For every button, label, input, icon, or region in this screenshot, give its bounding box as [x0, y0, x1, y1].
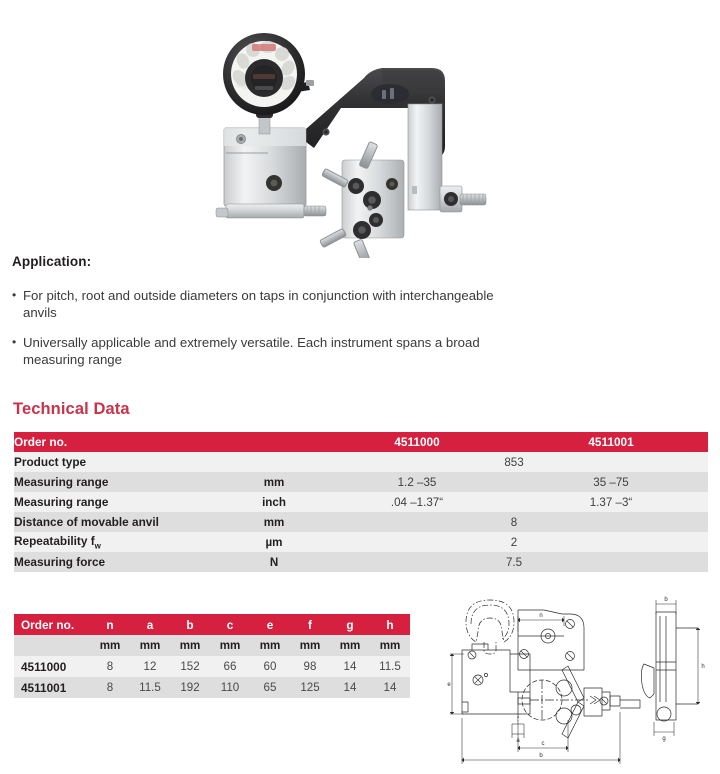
row-value-merged: 8	[320, 512, 708, 532]
drawing-label-b2: b	[664, 597, 668, 603]
row-value-merged: 853	[320, 452, 708, 472]
table-row	[14, 452, 708, 472]
drawing-dial-phantom	[466, 600, 514, 654]
row-label: Measuring range	[14, 492, 228, 512]
row-unit: inch	[228, 492, 320, 512]
dim-unit: mm	[250, 635, 290, 656]
table-row	[14, 656, 410, 677]
dim-unit: mm	[130, 635, 170, 656]
dim-value-a: 11.5	[130, 677, 170, 698]
dim-order-no: 4511000	[14, 656, 90, 677]
dim-header-row	[14, 614, 410, 635]
row-label	[14, 532, 228, 552]
row-value-col2: 1.37 –3“	[514, 492, 708, 512]
drawing-label-e: e	[447, 682, 451, 688]
technical-data-table	[14, 432, 708, 572]
application-heading: Application:	[12, 254, 92, 269]
dim-header-f: f	[290, 614, 330, 635]
application-bullet-text: Universally applicable and extremely versatile. Each instrument spans a broad measuring range	[23, 335, 480, 367]
row-unit: N	[228, 552, 320, 572]
dim-value-g: 14	[330, 677, 370, 698]
technical-data-heading: Technical Data	[13, 400, 130, 418]
header-unit	[228, 432, 320, 452]
dim-value-f: 125	[290, 677, 330, 698]
drawing-label-f: f	[517, 717, 519, 723]
row-value-col2: 35 –75	[514, 472, 708, 492]
dim-value-h: 11.5	[370, 656, 410, 677]
row-label: Measuring range	[14, 472, 228, 492]
dim-header-order-no: Order no.	[14, 614, 90, 635]
dim-header-b: b	[170, 614, 210, 635]
header-order-4511000: 4511000	[320, 432, 514, 452]
application-bullet-text: For pitch, root and outside diameters on taps in conjunction with interchangeable anvils	[23, 288, 494, 320]
drawing-label-n: n	[539, 613, 543, 619]
dim-value-e: 60	[250, 656, 290, 677]
dim-unit: mm	[330, 635, 370, 656]
row-unit: mm	[228, 512, 320, 532]
dim-header-c: c	[210, 614, 250, 635]
dimensions-table	[14, 614, 410, 698]
bullet-icon: •	[12, 288, 17, 302]
application-section	[12, 254, 512, 381]
dim-unit: mm	[370, 635, 410, 656]
drawing-label-g: g	[662, 736, 666, 742]
dim-order-no: 4511001	[14, 677, 90, 698]
row-unit: µm	[228, 532, 320, 552]
drawing-label-a: a	[516, 738, 520, 744]
dim-value-f: 98	[290, 656, 330, 677]
row-label: Product type	[14, 452, 228, 472]
drawing-label-b: b	[539, 753, 543, 759]
table-header-row	[14, 432, 708, 452]
dim-value-g: 14	[330, 656, 370, 677]
row-label: Distance of movable anvil	[14, 512, 228, 532]
dim-value-c: 110	[210, 677, 250, 698]
drawing-arm-plate	[518, 610, 584, 670]
row-label: Measuring force	[14, 552, 228, 572]
product-photo	[196, 8, 526, 258]
application-bullet	[12, 287, 512, 321]
dim-header-g: g	[330, 614, 370, 635]
dim-value-b: 192	[170, 677, 210, 698]
dim-unit: mm	[290, 635, 330, 656]
table-row	[14, 532, 708, 552]
header-order-no: Order no.	[14, 432, 228, 452]
bullet-icon: •	[12, 335, 17, 349]
dim-unit: mm	[90, 635, 130, 656]
row-unit: mm	[228, 472, 320, 492]
row-label-text: Repeatability f	[14, 533, 95, 548]
dim-unit	[14, 635, 90, 656]
dim-unit: mm	[170, 635, 210, 656]
row-label-subscript: w	[94, 541, 101, 551]
table-row	[14, 492, 708, 512]
technical-drawing	[444, 592, 710, 770]
drawing-label-h: h	[701, 664, 705, 670]
dim-value-h: 14	[370, 677, 410, 698]
dim-value-n: 8	[90, 656, 130, 677]
dial-indicator	[223, 33, 314, 134]
dim-units-row	[14, 635, 410, 656]
dim-value-a: 12	[130, 656, 170, 677]
anvil-assembly	[320, 141, 404, 258]
row-value-merged: 7.5	[320, 552, 708, 572]
drawing-label-c: c	[541, 741, 545, 747]
row-value-col1: 1.2 –35	[320, 472, 514, 492]
drawing-anvil-head	[518, 666, 590, 738]
table-row	[14, 677, 410, 698]
drawing-right-clamp	[584, 688, 640, 716]
dim-value-e: 65	[250, 677, 290, 698]
row-value-merged: 2	[320, 532, 708, 552]
table-row	[14, 552, 708, 572]
dim-value-b: 152	[170, 656, 210, 677]
anvil-column-right	[408, 104, 486, 212]
dim-value-n: 8	[90, 677, 130, 698]
dim-header-e: e	[250, 614, 290, 635]
header-order-4511001: 4511001	[514, 432, 708, 452]
table-row	[14, 472, 708, 492]
application-bullet	[12, 334, 512, 368]
dim-header-n: n	[90, 614, 130, 635]
row-unit	[228, 452, 320, 472]
dim-unit: mm	[210, 635, 250, 656]
row-value-col1: .04 –1.37“	[320, 492, 514, 512]
table-row	[14, 512, 708, 532]
dim-header-h: h	[370, 614, 410, 635]
dim-header-a: a	[130, 614, 170, 635]
drawing-side-view	[641, 612, 698, 721]
dim-value-c: 66	[210, 656, 250, 677]
